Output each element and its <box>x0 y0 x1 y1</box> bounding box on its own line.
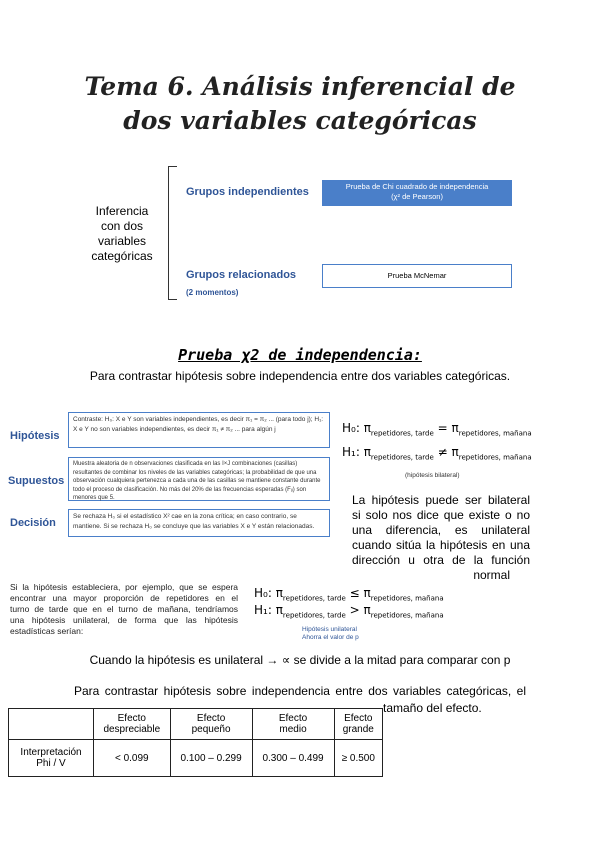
group-related-sub: (2 momentos) <box>186 288 239 297</box>
effect-size-table <box>8 708 383 777</box>
unilateral-text <box>10 582 238 637</box>
chi-square-test-box <box>322 180 512 206</box>
diagram-bracket <box>168 166 177 300</box>
table-cell: 0.300 – 0.499 <box>252 740 334 777</box>
bilateral-h1: H₁: $\pi_{repetidores, tarde} \ne \pi_{repetidores, mañana}$ <box>342 445 532 462</box>
table-header-cell: Efecto despreciable <box>94 709 171 740</box>
row-box-supuestos: Muestra aleatoria de n observaciones clasificada en las I×J combinaciones (casillas) resultantes de combinar los niveles de las variables categóricas; la probabilidad de que una observación cualquiera pertenezca a cada una de las casillas se mantiene constante durante todo el proceso de clasificación. No más del 20% de las frecuencias esperadas (Fᵢⱼ) son menores que 5. <box>68 457 330 501</box>
chi-square-test-line-2: (χ² de Pearson) <box>391 192 443 201</box>
group-related-label: Grupos relacionados <box>186 269 297 281</box>
table-header-cell: Efecto grande <box>334 709 382 740</box>
chi-square-test-line-1: Prueba de Chi cuadrado de independencia <box>345 182 489 191</box>
bilateral-h0: H₀: $\pi_{repetidores, tarde} = \pi_{repetidores, mañana}$ <box>342 421 532 438</box>
row-label-hipotesis: Hipótesis <box>10 430 60 442</box>
unilateral-note-2: Ahorra el valor de p <box>302 634 359 641</box>
diagram-root-line: Inferencia <box>95 204 149 218</box>
table-row <box>9 740 383 777</box>
row-label-supuestos: Supuestos <box>8 475 65 487</box>
group-independent-label: Grupos independientes <box>186 186 309 198</box>
row-label-decision: Decisión <box>10 517 56 529</box>
unilateral-line: estadísticas serían: <box>10 626 84 636</box>
table-cell: < 0.099 <box>94 740 171 777</box>
mcnemar-test-box: Prueba McNemar <box>322 264 512 288</box>
bilateral-explanation <box>352 493 530 583</box>
explanation-line: La hipótesis puede ser bilateral <box>352 493 530 507</box>
explanation-line: si solo nos dice que existe o no <box>352 508 530 522</box>
title-line-2: dos variables categóricas <box>123 106 477 135</box>
explanation-line: una diferencia, es unilateral <box>352 523 530 537</box>
table-header-cell: Efecto pequeño <box>170 709 252 740</box>
table-cell: ≥ 0.500 <box>334 740 382 777</box>
table-row-label: Interpretación Phi / V <box>9 740 94 777</box>
unilateral-h0: H₀: $\pi_{repetidores, tarde} \le \pi_{repetidores, mañana}$ <box>254 586 444 603</box>
unilateral-h1: H₁: $\pi_{repetidores, tarde} > \pi_{repetidores, mañana}$ <box>254 603 444 620</box>
diagram-root-line: variables <box>97 234 147 248</box>
title-line-1: Tema 6. Análisis inferencial de <box>84 72 516 101</box>
effect-intro-line-2: tamaño del efecto. <box>383 701 482 715</box>
unilateral-line: encontrar una mayor proporción de repetidores en el <box>10 593 238 603</box>
diagram-root <box>82 204 162 264</box>
table-cell: 0.100 – 0.299 <box>170 740 252 777</box>
section-intro: Para contrastar hipótesis sobre independencia entre dos variables categóricas. <box>89 369 511 383</box>
table-row <box>9 709 383 740</box>
section-heading: Prueba χ2 de independencia: <box>178 346 422 364</box>
row-box-hipotesis: Contraste: H₀: X e Y son variables independientes, es decir π₁ = π₂ ... (para todo j); H₁: X e Y no son variables independientes, es decir π₁ ≠ π₂ ... para algún j <box>68 412 330 448</box>
effect-intro-line-1: Para contrastar hipótesis sobre independencia entre dos variables categóricas, el <box>74 684 526 698</box>
table-corner-cell <box>9 709 94 740</box>
unilateral-alpha-note: Cuando la hipótesis es unilateral → ∝ se divide a la mitad para comparar con p <box>89 653 511 667</box>
unilateral-note-1: Hipótesis unilateral <box>302 626 357 633</box>
unilateral-line: Si la hipótesis estableciera, por ejemplo, que se espera <box>10 582 238 592</box>
explanation-line: dirección u otra de la función <box>352 553 530 567</box>
unilateral-line: turno de tarde que en el turno de mañana, tendríamos <box>10 604 238 614</box>
page-title <box>0 70 600 138</box>
row-box-decision: Se rechaza H₀ si el estadístico X² cae en la zona crítica; en caso contrario, se mantiene. Si se rechaza H₀ se concluye que las variables X e Y están relacionadas. <box>68 509 330 537</box>
table-header-cell: Efecto medio <box>252 709 334 740</box>
explanation-line: cuando sitúa la hipótesis en una <box>352 538 530 552</box>
diagram-root-line: con dos <box>100 219 144 233</box>
bilateral-note: (hipótesis bilateral) <box>405 472 460 479</box>
explanation-line: normal <box>473 568 510 582</box>
unilateral-line: una hipótesis unilateral, de forma que las hipótesis <box>10 615 238 625</box>
diagram-root-line: categóricas <box>91 249 153 263</box>
